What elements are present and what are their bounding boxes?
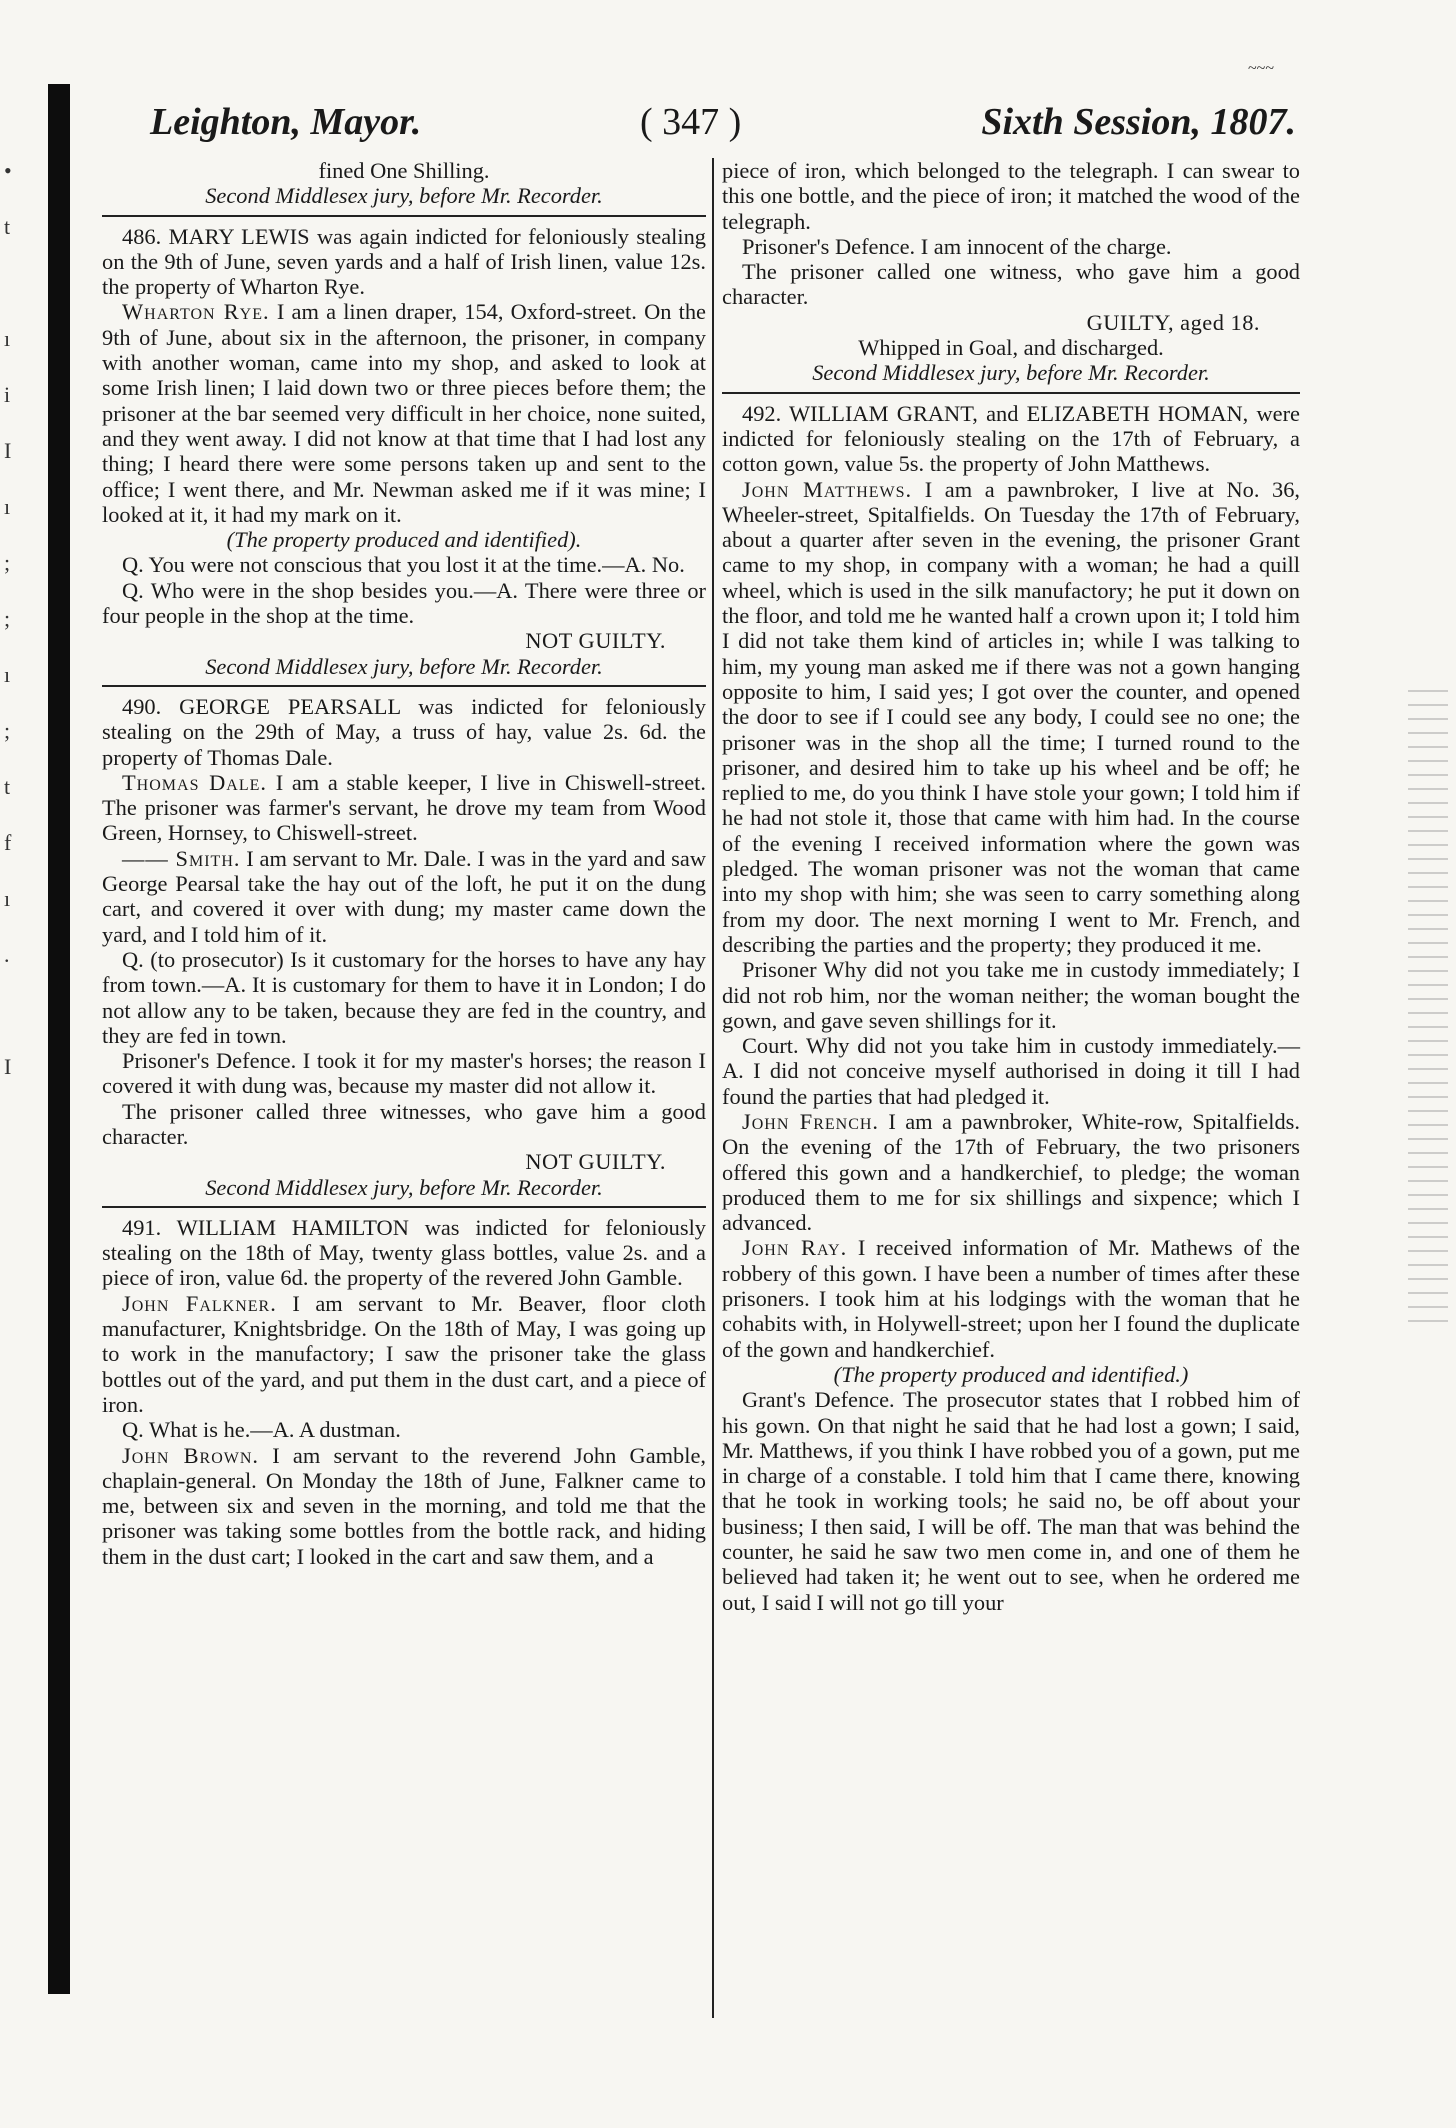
left-column [102, 158, 706, 1569]
case-491-continued [722, 158, 1300, 386]
case-intro: 491. WILLIAM HAMILTON was indicted for feloniously stealing on the 18th of May, twenty glass bottles, value 2s. and a piece of iron, value 6d. the property of the revered John Gamble. [102, 1214, 706, 1291]
left-margin-marks: • t ı i I ı ; ; ı ; t f ı . I [4, 158, 12, 1079]
testimony-text: I am a linen draper, 154, Oxford-street. On the 9th of June, about six in the afternoon, the prisoner, in company with another woman, came into my shop, and asked to look at some Irish linen; I laid down two or three pieces before them; the prisoner at the bar seemed very difficult in her choice, none suited, and they went away. I did not know at that time that I had lost any thing; I heard there were some persons taken up and sent to the office; I went there, and Mr. Newman asked me if it was mine; I looked at it, it had my mark on it. [102, 299, 706, 527]
jury-line: Second Middlesex jury, before Mr. Recorder. [205, 183, 603, 209]
prisoner-question: Prisoner Why did not you take me in custody immediately; I did not rob him, nor the woman neither; the woman bought the gown, and gave seven shillings for it. [722, 957, 1300, 1033]
witness-name: John Falkner. [122, 1290, 277, 1316]
testimony [102, 770, 706, 846]
jury-line: Second Middlesex jury, before Mr. Recorder. [205, 653, 603, 679]
case-intro: 490. GEORGE PEARSALL was indicted for feloniously stealing on the 29th of May, a truss of hay, value 2s. 6d. the property of Thomas Dale. [102, 693, 706, 770]
witness-name: Wharton Rye. [122, 299, 270, 325]
court-question: Court. Why did not you take him in custody immediately.—A. I did not conceive myself authorised in doing it till I had found the parties that had pledged it. [722, 1033, 1300, 1109]
property-note: (The property produced and identified). [226, 527, 582, 553]
defence: Prisoner's Defence. I am innocent of the charge. [742, 233, 1172, 259]
question: Q. Who were in the shop besides you.—A. There were three or four people in the shop at the time. [102, 577, 706, 629]
testimony-text: I received information of Mr. Mathews of the robbery of this gown. I have been a number of times after these prisoners. I took him at his lodgings with the woman that he cohabits with, in Holywell-street; upon her I found the duplicate of the gown and handkerchief. [722, 1235, 1300, 1362]
question: Q. You were not conscious that you lost it at the time.—A. No. [122, 552, 685, 578]
testimony-text: I am a pawnbroker, I live at No. 36, Wheeler-street, Spitalfields. On Tuesday the 17th of February, about a quarter after seven in the evening, the prisoner Grant came to my shop, in company with a woman; he had a quill wheel, which is used in the silk manufactory; he put it down on the floor, and told me he wanted half a crown upon it; I told him I did not take them kind of articles in; while I was talking to him, my young man asked me if there was not a gown hanging opposite to him, I said yes; I got over the counter, and opened the door to see if I could see any body, I could see no one; the prisoner was in the shop all the time; I turned round to the prisoner, and desired him to take up his wheel and be off; he replied to me, do you think I have stole your gown; I told him if he had not stole it, those that came with him had. In the course of the evening I received information where the gown was pledged. The woman prisoner was not the woman that came into my shop with him; she was seen to carry something along from my door. The next morning I went to Mr. French, and describing the parties and the property; they produced it me. [722, 476, 1300, 957]
witness-name: John French. [742, 1108, 880, 1134]
right-column [722, 158, 1300, 1615]
header-mayor: Leighton, Mayor. [150, 101, 422, 143]
question: Q. (to prosecutor) Is it customary for the horses to have any hay from town.—A. It is customary for them to have it in London; I do not allow any to be taken, because they are fed in the country, and they are fed in town. [102, 946, 706, 1048]
binding-edge [48, 84, 70, 1994]
testimony-text: piece of iron, which belonged to the telegraph. I can swear to this one bottle, and the piece of iron; it matched the wood of the telegraph. [722, 158, 1300, 234]
defence: Grant's Defence. The prosecutor states that I robbed him of his gown. On that night he said that he had lost a gown; I said, Mr. Matthews, if you think I have robbed you of a gown, put me in charge of a constable. I told him that I came there, knowing that he took in working tools; he said no, be off about your business; I then said, I will be off. The man that was behind the counter, he said he saw two men come in, and one of them he believed had taken it; he went out to see, when he ordered me out, I said I will not go till your [722, 1387, 1300, 1615]
case-intro: 486. MARY LEWIS was again indicted for feloniously stealing on the 9th of June, seven yards and a half of Irish linen, value 12s. the property of Wharton Rye. [102, 223, 706, 300]
testimony [102, 299, 706, 527]
witness-name: John Matthews. [742, 476, 913, 502]
testimony [722, 1109, 1300, 1235]
witness-name: John Brown. [122, 1442, 259, 1468]
testimony [102, 846, 706, 947]
case-486 [102, 224, 706, 679]
witness-name: Thomas Dale. [122, 769, 268, 795]
testimony-text: I am servant to Mr. Beaver, floor cloth manufacturer, Knightsbridge. On the 18th of May, I was going up to work in the manufactory; I saw the prisoner take the glass bottles out of the yard, and put them in the dust cart, and a piece of iron. [102, 1290, 706, 1417]
right-edge-bleed [1408, 690, 1448, 1330]
jury-line: Second Middlesex jury, before Mr. Recorder. [812, 360, 1210, 386]
verdict: NOT GUILTY. [525, 1149, 666, 1175]
testimony [102, 1443, 706, 1569]
witness-note: The prisoner called three witnesses, who gave him a good character. [102, 1098, 706, 1149]
case-intro: 492. WILLIAM GRANT, and ELIZABETH HOMAN, were indicted for feloniously stealing on the 17th of February, a cotton gown, value 5s. the property of John Matthews. [722, 400, 1300, 477]
testimony-text: I am a stable keeper, I live in Chiswell-street. The prisoner was farmer's servant, he drove my team from Wood Green, Hornsey, to Chiswell-street. [102, 769, 706, 846]
testimony-text: I am a pawnbroker, White-row, Spitalfields. On the evening of the 17th of February, the two prisoners offered this gown and a handkerchief, to pledge; the woman produced them to me for six shillings and sixpence; which I advanced. [722, 1108, 1300, 1236]
section-rule [102, 685, 706, 687]
page-number: ( 347 ) [640, 101, 742, 143]
question: Q. What is he.—A. A dustman. [122, 1417, 401, 1443]
section-rule [102, 215, 706, 217]
testimony [102, 1291, 706, 1417]
page-header [150, 100, 1296, 158]
section-rule [722, 392, 1300, 394]
verdict: GUILTY, aged 18. [1086, 309, 1260, 335]
column-divider [712, 158, 714, 2018]
header-session: Sixth Session, 1807. [981, 101, 1296, 143]
sentence-line: Whipped in Goal, and discharged. [858, 335, 1164, 361]
sentence-line: fined One Shilling. [318, 158, 490, 183]
witness-note: The prisoner called one witness, who gave him a good character. [722, 259, 1300, 310]
testimony-text: I am servant to the reverend John Gamble, chaplain-general. On Monday the 18th of June, Falkner came to me, between six and seven in the morning, and told me that the prisoner was taking some bottles from the bottle rack, and hiding them in the dust cart; I looked in the cart and saw them, and a [102, 1442, 706, 1569]
testimony [722, 477, 1300, 958]
defence: Prisoner's Defence. I took it for my master's horses; the reason I covered it with dung was, because my master did not allow it. [102, 1048, 706, 1099]
property-note: (The property produced and identified.) [833, 1361, 1189, 1387]
testimony [722, 1235, 1300, 1361]
verdict: NOT GUILTY. [525, 628, 666, 654]
case-491 [102, 1215, 706, 1569]
witness-name: —— Smith. [122, 845, 241, 871]
witness-name: John Ray. [742, 1235, 848, 1261]
case-492 [722, 401, 1300, 1615]
section-rule [102, 1206, 706, 1208]
jury-line: Second Middlesex jury, before Mr. Recorder. [205, 1174, 603, 1200]
case-490 [102, 694, 706, 1200]
testimony-text: I am servant to Mr. Dale. I was in the yard and saw George Pearsal take the hay out of the loft, he put it on the dung cart, and covered it over with dung; my master came down the yard, and I told him of it. [102, 845, 707, 947]
corner-mark: ~~~ [1248, 60, 1274, 77]
